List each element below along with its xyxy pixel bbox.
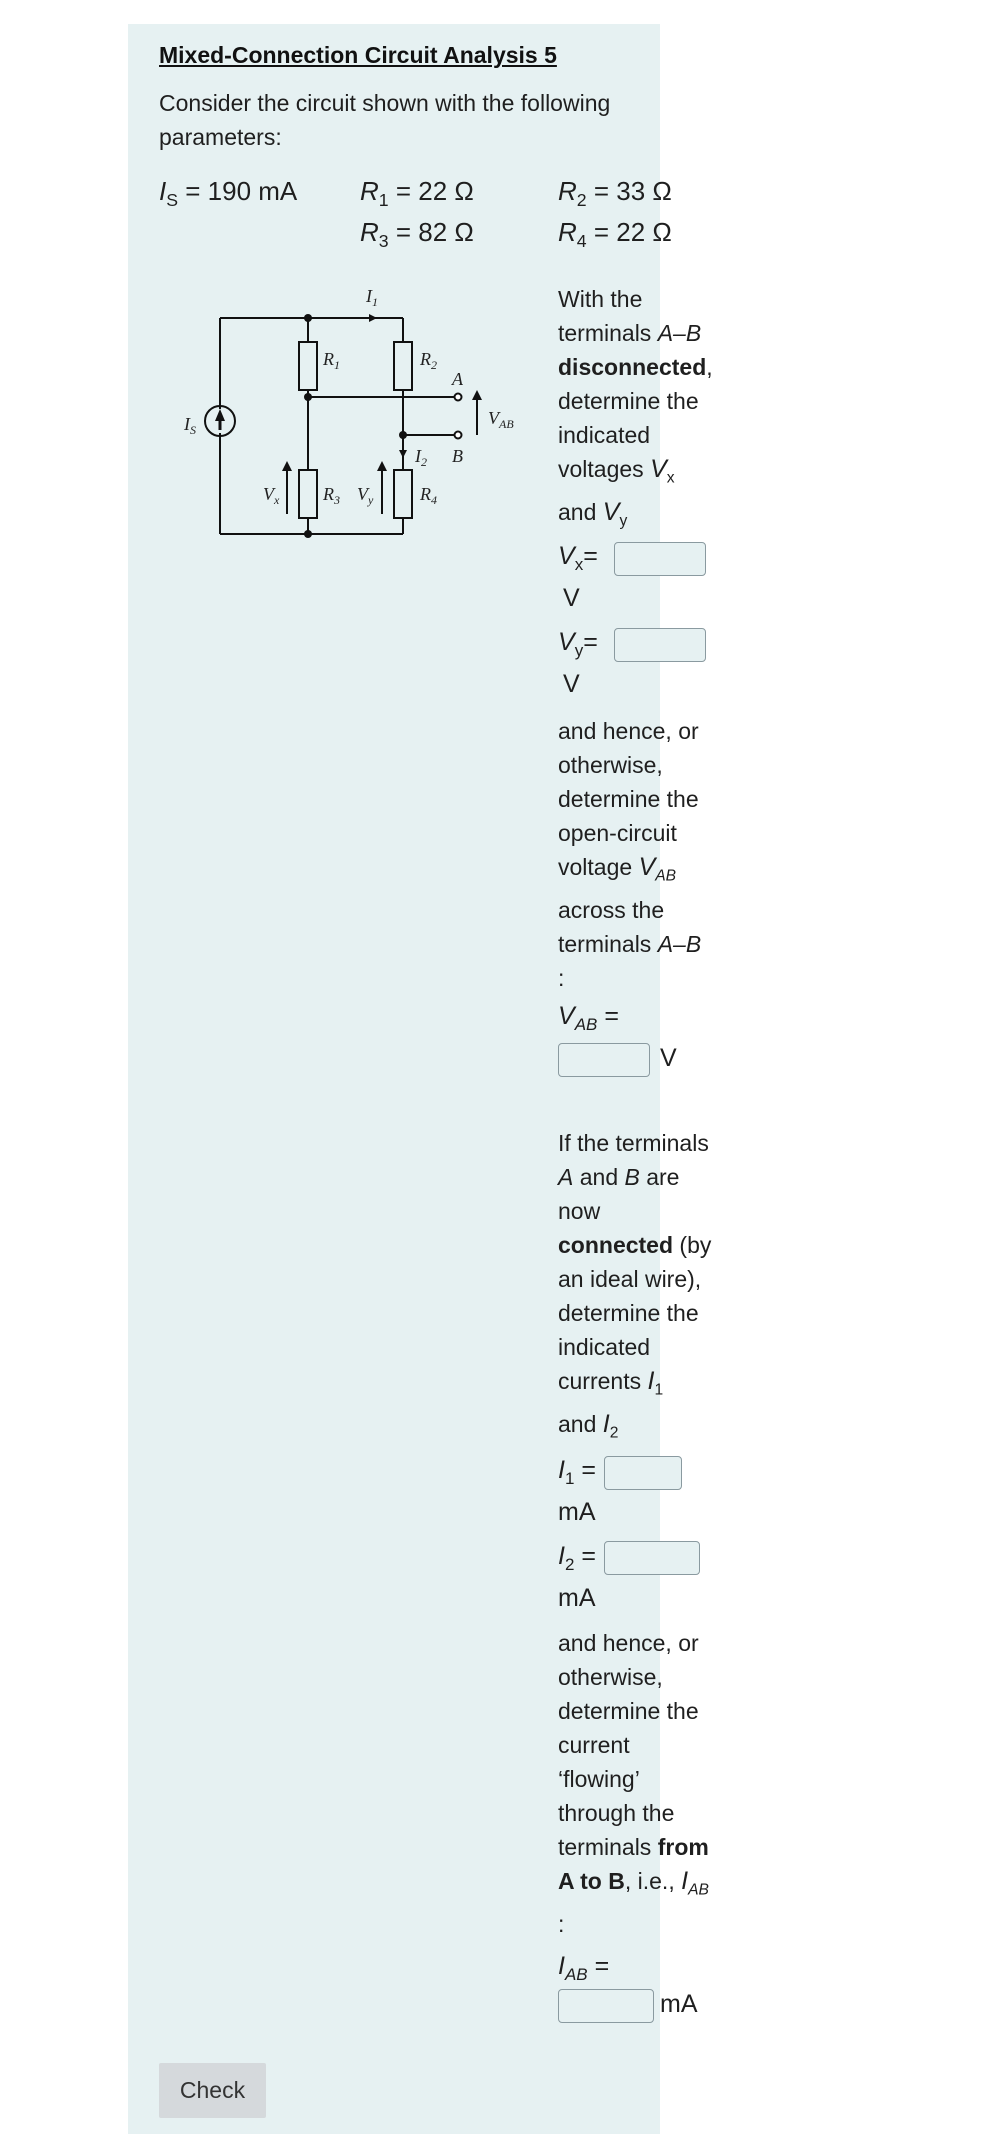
- vx-label: $V_x=$: [558, 542, 598, 574]
- vy-label: $V_y=$: [558, 628, 598, 660]
- i2-input[interactable]: [604, 1541, 700, 1575]
- i1-label: $I_1$ =: [558, 1456, 596, 1488]
- question-title: Mixed-Connection Circuit Analysis 5: [159, 42, 557, 68]
- check-button[interactable]: Check: [159, 2063, 266, 2118]
- label-vy: $V_y$: [357, 484, 374, 507]
- q1-text: With the terminals A–B disconnected, determine the indicated voltages $V_x$ and $V_y$: [558, 286, 713, 530]
- vx-input[interactable]: [614, 542, 706, 576]
- label-i1: $I_1$: [366, 286, 378, 309]
- label-r2: $R_2$: [420, 349, 437, 372]
- i1-unit: mA: [558, 1498, 596, 1526]
- label-i2: $I_2$: [415, 446, 427, 469]
- q2-text: and hence, or otherwise, determine the open-circuit voltage $V_{AB}$ across the terminals A–B :: [558, 718, 702, 992]
- param-r1: $R_1 = 22$ Ω: [360, 176, 474, 211]
- param-is: $I_S = 190$ mA: [159, 176, 298, 211]
- param-r4: $R_4 = 22$ Ω: [558, 217, 672, 252]
- label-r3: $R_3$: [323, 484, 340, 507]
- i2-label: $I_2$ =: [558, 1542, 596, 1574]
- vab-label: $V_{AB}$ =: [558, 1002, 619, 1034]
- vab-input[interactable]: [558, 1043, 650, 1077]
- vx-unit: V: [563, 584, 580, 612]
- param-r3: $R_3 = 82$ Ω: [360, 217, 474, 252]
- label-b: B: [452, 446, 463, 466]
- vy-unit: V: [563, 670, 580, 698]
- label-r4: $R_4$: [420, 484, 437, 507]
- question-intro: Consider the circuit shown with the following parameters:: [159, 90, 611, 150]
- iab-label: $I_{AB}$ =: [558, 1952, 610, 1984]
- iab-unit: mA: [660, 1990, 698, 2018]
- param-r2: $R_2 = 33$ Ω: [558, 176, 672, 211]
- i1-input[interactable]: [604, 1456, 682, 1490]
- vy-input[interactable]: [614, 628, 706, 662]
- label-a: A: [452, 369, 463, 389]
- label-is: $I_S$: [184, 414, 196, 437]
- label-r1: $R_1$: [323, 349, 340, 372]
- label-vx: $V_x$: [263, 484, 280, 507]
- i2-unit: mA: [558, 1584, 596, 1612]
- q4-text: and hence, or otherwise, determine the current ‘flowing’ through the terminals from A to B, i.e., $I_{AB}$ :: [558, 1630, 709, 1938]
- vab-unit: V: [660, 1044, 677, 1072]
- circuit-diagram: [170, 280, 540, 550]
- label-vab: $V_{AB}$: [488, 408, 514, 431]
- q3-text: If the terminals A and B are now connected (by an ideal wire), determine the indicated currents $I_1$ and $I_2$: [558, 1130, 712, 1442]
- iab-input[interactable]: [558, 1989, 654, 2023]
